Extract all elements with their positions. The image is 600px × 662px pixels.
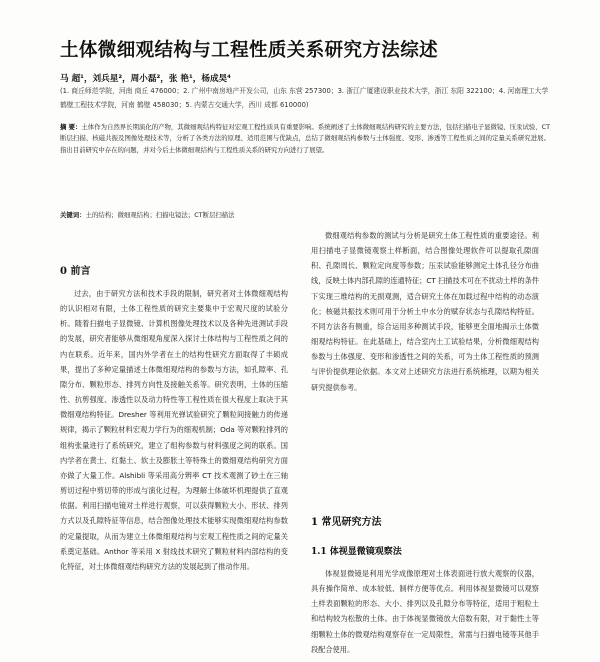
- right-column-top: [311, 228, 539, 508]
- abstract-block: [60, 122, 550, 156]
- left-column: [60, 286, 288, 656]
- subsection-heading-microscope: 1.1 体视显微镜观察法: [311, 547, 402, 557]
- author-list: 马 超¹，刘兵星²，周小磊²，张 艳¹，杨成昊⁴: [60, 74, 231, 84]
- section-heading-intro: 0 前言: [60, 266, 91, 277]
- keywords-label: 关键词：: [60, 211, 86, 219]
- keywords-text: 土的结构；微细观结构；扫描电镜法；CT断层扫描法: [85, 211, 235, 219]
- right-column-bottom: [311, 566, 539, 660]
- body-paragraph: 过去，由于研究方法和技术手段的限制，研究者对土体微细观结构的认识相对有限，土体工程性质的研究主要集中于宏观尺度的试验分析。随着扫描电子显微镜、计算机图像处理技术以及各种先进测试手段的发展，研究者能够从微细观角度深入探讨土体结构与工程性质之间的内在联系。近年来，国内外学者在土的结构性研究方面取得了丰硕成果，提出了多种定量描述土体微细观结构的参数与方法，如孔隙率、孔隙分布、颗粒形态、排列方向性及接触关系等。研究表明，土体的压缩性、抗剪强度、渗透性以及动力特性等工程性质在很大程度上取决于其微细观结构特征。Dresher 等利用光弹试验研究了颗粒间接触力的传递规律，揭示了颗粒材料宏观力学行为的细观机制；Oda 等对颗粒排列的组构张量进行了系统研究，建立了组构参数与材料强度之间的联系。国内学者在黄土、红黏土、软土及膨胀土等特殊土的微细观结构研究方面亦做了大量工作。Alshibli 等采用高分辨率 CT 技术观测了砂土在三轴剪切过程中剪切带的形成与演化过程，为理解土体破坏机理提供了直观依据。利用扫描电镜对土样进行观察，可以获得颗粒大小、形状、排列方式以及孔隙特征等信息，结合图像处理技术能够实现微细观结构参数的定量提取，从而为建立土体微细观结构与宏观工程性质之间的定量关系奠定基础。Anthor 等采用 X 射线技术研究了颗粒材料内部结构的变化特征，对土体微细观结构研究方法的发展起到了推动作用。: [60, 289, 288, 571]
- affiliations: (1. 商丘师范学院，河南 商丘 476000；2. 广州中南房地产开发公司，山东 东营 257300；3. 浙江广厦建设职业技术大学，浙江 东阳 322100；4. 河南理工大学鹤壁工程技术学院，河南 鹤壁 458030；5. 内蒙古交通大学，西川 成都 610000): [60, 87, 549, 109]
- paper-title: 土体微细观结构与工程性质关系研究方法综述: [60, 40, 439, 61]
- abstract-label: 摘 要：: [60, 123, 82, 131]
- section-heading-methods: 1 常见研究方法: [311, 517, 382, 528]
- keywords-block: [60, 210, 550, 221]
- body-paragraph: 微细观结构参数的测试与分析是研究土体工程性质的重要途径。利用扫描电子显微镜观察土样断面，结合图像处理软件可以提取孔隙面积、孔隙周长、颗粒定向度等参数；压汞试验能够测定土体孔径分布曲线，反映土体内部孔隙的连通特征；CT 扫描技术可在不扰动土样的条件下实现三维结构的无损观测，适合研究土体在加载过程中结构的动态演化；核磁共振技术则可用于分析土中水分的赋存状态与孔隙结构特征。不同方法各有侧重，综合运用多种测试手段，能够更全面地揭示土体微细观结构特征。在此基础上，结合室内土工试验结果，分析微细观结构参数与土体强度、变形和渗透性之间的关系，可为土体工程性质的预测与评价提供理论依据。本文对上述研究方法进行系统梳理，以期为相关研究提供参考。: [311, 231, 539, 392]
- body-paragraph: 体视显微镜是利用光学成像原理对土体表面进行放大观察的仪器，具有操作简单、成本较低、制样方便等优点。利用体视显微镜可以观察土样表面颗粒的形态、大小、排列以及孔隙分布等特征，适用于粗粒土和结构较为松散的土体。由于体视显微镜放大倍数有限，对于黏性土等细颗粒土体的微观结构观察存在一定局限性，常需与扫描电镜等其他手段配合使用。: [311, 569, 539, 654]
- abstract-text: 土体作为自然界长期演化的产物，其微细观结构特征对宏观工程性质具有重要影响。系统阐述了土体微细观结构研究的主要方法，包括扫描电子显微镜、压汞试验、CT断层扫描、核磁共振及图像处理技术等，分析了各类方法的原理、适用范围与优缺点，总结了微细观结构参数与土体强度、变形、渗透等工程性质之间的定量关系研究进展。指出目前研究中存在的问题，并对今后土体微细观结构与工程性质关系的研究方向进行了展望。: [60, 123, 550, 154]
